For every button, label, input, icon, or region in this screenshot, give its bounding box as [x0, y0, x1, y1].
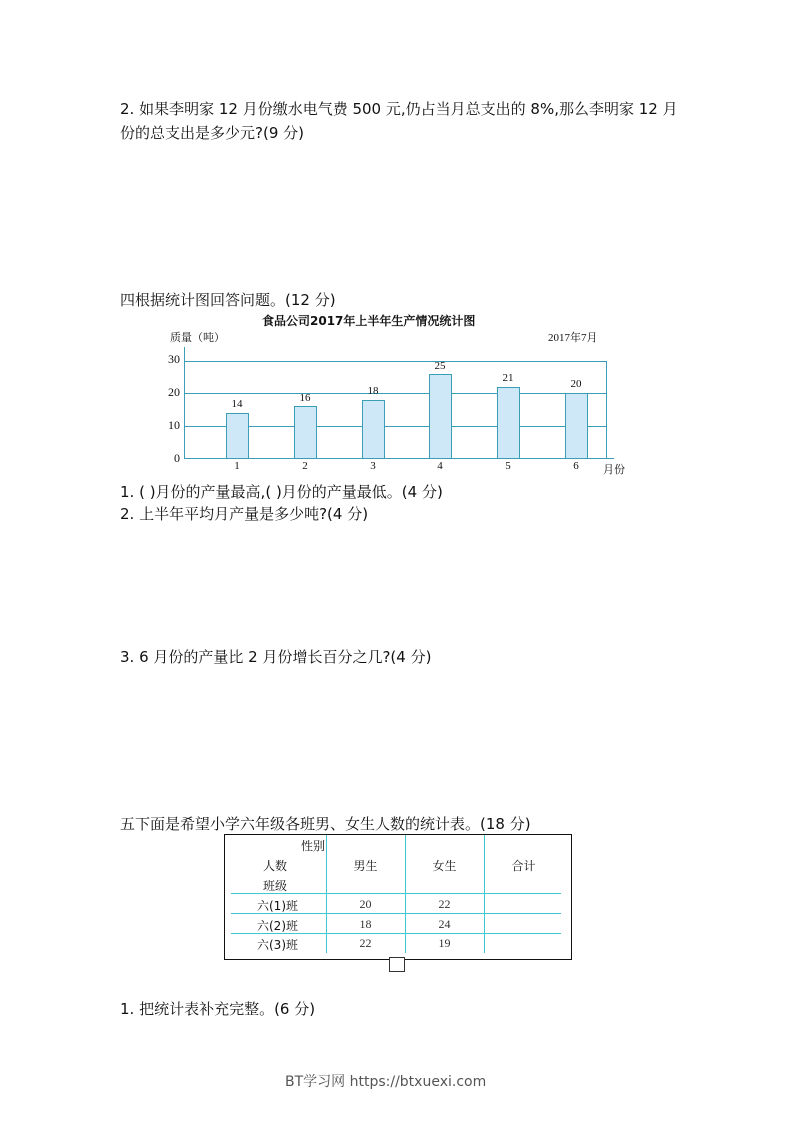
y-tick-30: 30: [168, 352, 180, 366]
class-statistics-table: [224, 834, 572, 960]
bar-label-6: 20: [570, 378, 582, 390]
bar-label-1: 14: [231, 398, 243, 410]
row-girls: 24: [438, 917, 451, 931]
y-tick-0: 0: [174, 451, 180, 465]
question-3-2-line1: 2. 如果李明家 12 月份缴水电气费 500 元,仍占当月总支出的 8%,那么李明家 12 月: [120, 100, 678, 118]
bar-label-3: 18: [367, 385, 379, 397]
header-girls: 女生: [432, 859, 457, 873]
question-3-2-line2: 份的总支出是多少元?(9 分): [120, 124, 304, 142]
x-tick-2: 2: [302, 460, 308, 472]
question-4-1: 1. ( )月份的产量最高,( )月份的产量最低。(4 分): [120, 483, 443, 501]
question-4-3: 3. 6 月份的产量比 2 月份增长百分之几?(4 分): [120, 648, 432, 666]
row-boys: 22: [359, 936, 372, 950]
row-boys: 18: [359, 917, 372, 931]
bar-label-4: 25: [434, 360, 446, 372]
x-tick-3: 3: [370, 460, 376, 472]
section-4-heading: 四根据统计图回答问题。(12 分): [120, 291, 336, 309]
row-class: 六(3)班: [257, 938, 298, 952]
chart-x-axis-label: 月份: [603, 463, 625, 476]
chart-date: 2017年7月: [548, 332, 598, 344]
question-4-2: 2. 上半年平均月产量是多少吨?(4 分): [120, 505, 369, 523]
row-girls: 19: [438, 936, 451, 950]
empty-box: [389, 957, 405, 972]
row-girls: 22: [438, 897, 451, 911]
x-tick-6: 6: [573, 460, 579, 472]
corner-header-count: 人数: [262, 859, 287, 873]
y-tick-20: 20: [168, 385, 180, 399]
x-tick-4: 4: [437, 460, 443, 472]
row-boys: 20: [359, 897, 372, 911]
section-5-heading: 五下面是希望小学六年级各班男、女生人数的统计表。(18 分): [120, 815, 531, 833]
chart-title: 食品公司2017年上半年生产情况统计图: [262, 314, 476, 328]
header-boys: 男生: [353, 859, 378, 873]
watermark: BT学习网 https://btxuexi.com: [285, 1074, 487, 1090]
chart-plot-area: [0, 0, 793, 480]
bar-label-2: 16: [299, 392, 311, 404]
header-total: 合计: [511, 859, 536, 873]
corner-header-gender: 性别: [300, 839, 325, 853]
x-tick-5: 5: [505, 460, 511, 472]
row-class: 六(2)班: [257, 919, 298, 933]
bar-label-5: 21: [502, 372, 514, 384]
corner-header-class: 班级: [262, 879, 287, 893]
x-tick-1: 1: [234, 460, 240, 472]
question-5-1: 1. 把统计表补充完整。(6 分): [120, 1000, 316, 1018]
bar-chart: [0, 0, 793, 480]
row-class: 六(1)班: [257, 899, 298, 913]
y-tick-10: 10: [168, 418, 180, 432]
chart-y-axis-label: 质量（吨）: [170, 331, 225, 344]
table-divider: [484, 835, 485, 953]
